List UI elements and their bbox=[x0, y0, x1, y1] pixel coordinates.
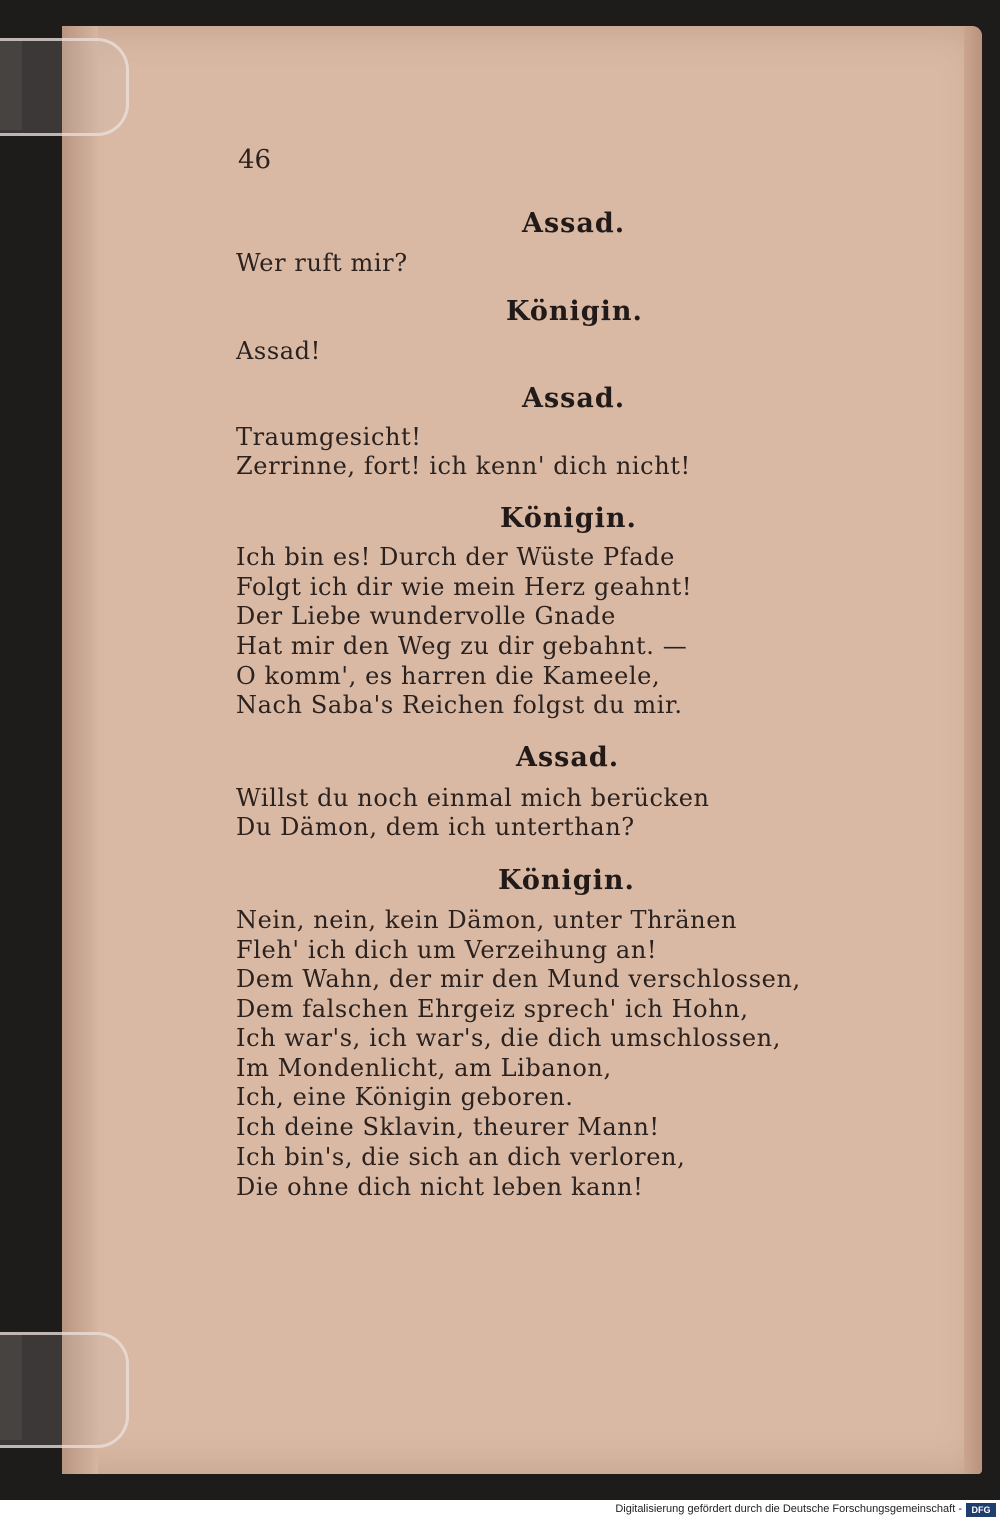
footer-bar bbox=[0, 1500, 1000, 1520]
verse-line: Dem falschen Ehrgeiz sprech' ich Hohn, bbox=[236, 995, 749, 1023]
speaker-name: Assad. bbox=[516, 742, 620, 773]
speaker-name: Königin. bbox=[506, 296, 643, 327]
verse-line: Die ohne dich nicht leben kann! bbox=[236, 1173, 644, 1201]
page-clip-top bbox=[0, 38, 129, 136]
verse-line: Assad! bbox=[236, 337, 321, 365]
dfg-logo: DFG bbox=[966, 1503, 996, 1517]
page-gutter bbox=[62, 26, 98, 1474]
speaker-name: Assad. bbox=[522, 383, 626, 414]
verse-line: Zerrinne, fort! ich kenn' dich nicht! bbox=[236, 452, 691, 480]
verse-line: Ich deine Sklavin, theurer Mann! bbox=[236, 1113, 660, 1141]
verse-line: Ich war's, ich war's, die dich umschlossen, bbox=[236, 1024, 781, 1052]
verse-line: Nein, nein, kein Dämon, unter Thränen bbox=[236, 906, 738, 934]
speaker-name: Assad. bbox=[522, 208, 626, 239]
speaker-name: Königin. bbox=[498, 865, 635, 896]
verse-line: Ich bin's, die sich an dich verloren, bbox=[236, 1143, 686, 1171]
verse-line: Wer ruft mir? bbox=[236, 249, 408, 277]
verse-line: Nach Saba's Reichen folgst du mir. bbox=[236, 691, 683, 719]
verse-line: Du Dämon, dem ich unterthan? bbox=[236, 813, 635, 841]
page-clip-bottom bbox=[0, 1332, 129, 1448]
verse-line: Traumgesicht! bbox=[236, 423, 422, 451]
verse-line: Hat mir den Weg zu dir gebahnt. — bbox=[236, 632, 688, 660]
verse-line: Folgt ich dir wie mein Herz geahnt! bbox=[236, 573, 693, 601]
page-edge bbox=[964, 26, 982, 1474]
funding-credit: Digitalisierung gefördert durch die Deutsche Forschungsgemeinschaft - bbox=[615, 1503, 962, 1515]
verse-line: Der Liebe wundervolle Gnade bbox=[236, 602, 616, 630]
verse-line: Ich bin es! Durch der Wüste Pfade bbox=[236, 543, 675, 571]
verse-line: Fleh' ich dich um Verzeihung an! bbox=[236, 936, 658, 964]
verse-line: Dem Wahn, der mir den Mund verschlossen, bbox=[236, 965, 801, 993]
verse-line: Im Mondenlicht, am Libanon, bbox=[236, 1054, 612, 1082]
verse-line: O komm', es harren die Kameele, bbox=[236, 662, 661, 690]
verse-line: Willst du noch einmal mich berücken bbox=[236, 784, 710, 812]
verse-line: Ich, eine Königin geboren. bbox=[236, 1083, 574, 1111]
speaker-name: Königin. bbox=[500, 503, 637, 534]
page-number: 46 bbox=[238, 145, 272, 175]
